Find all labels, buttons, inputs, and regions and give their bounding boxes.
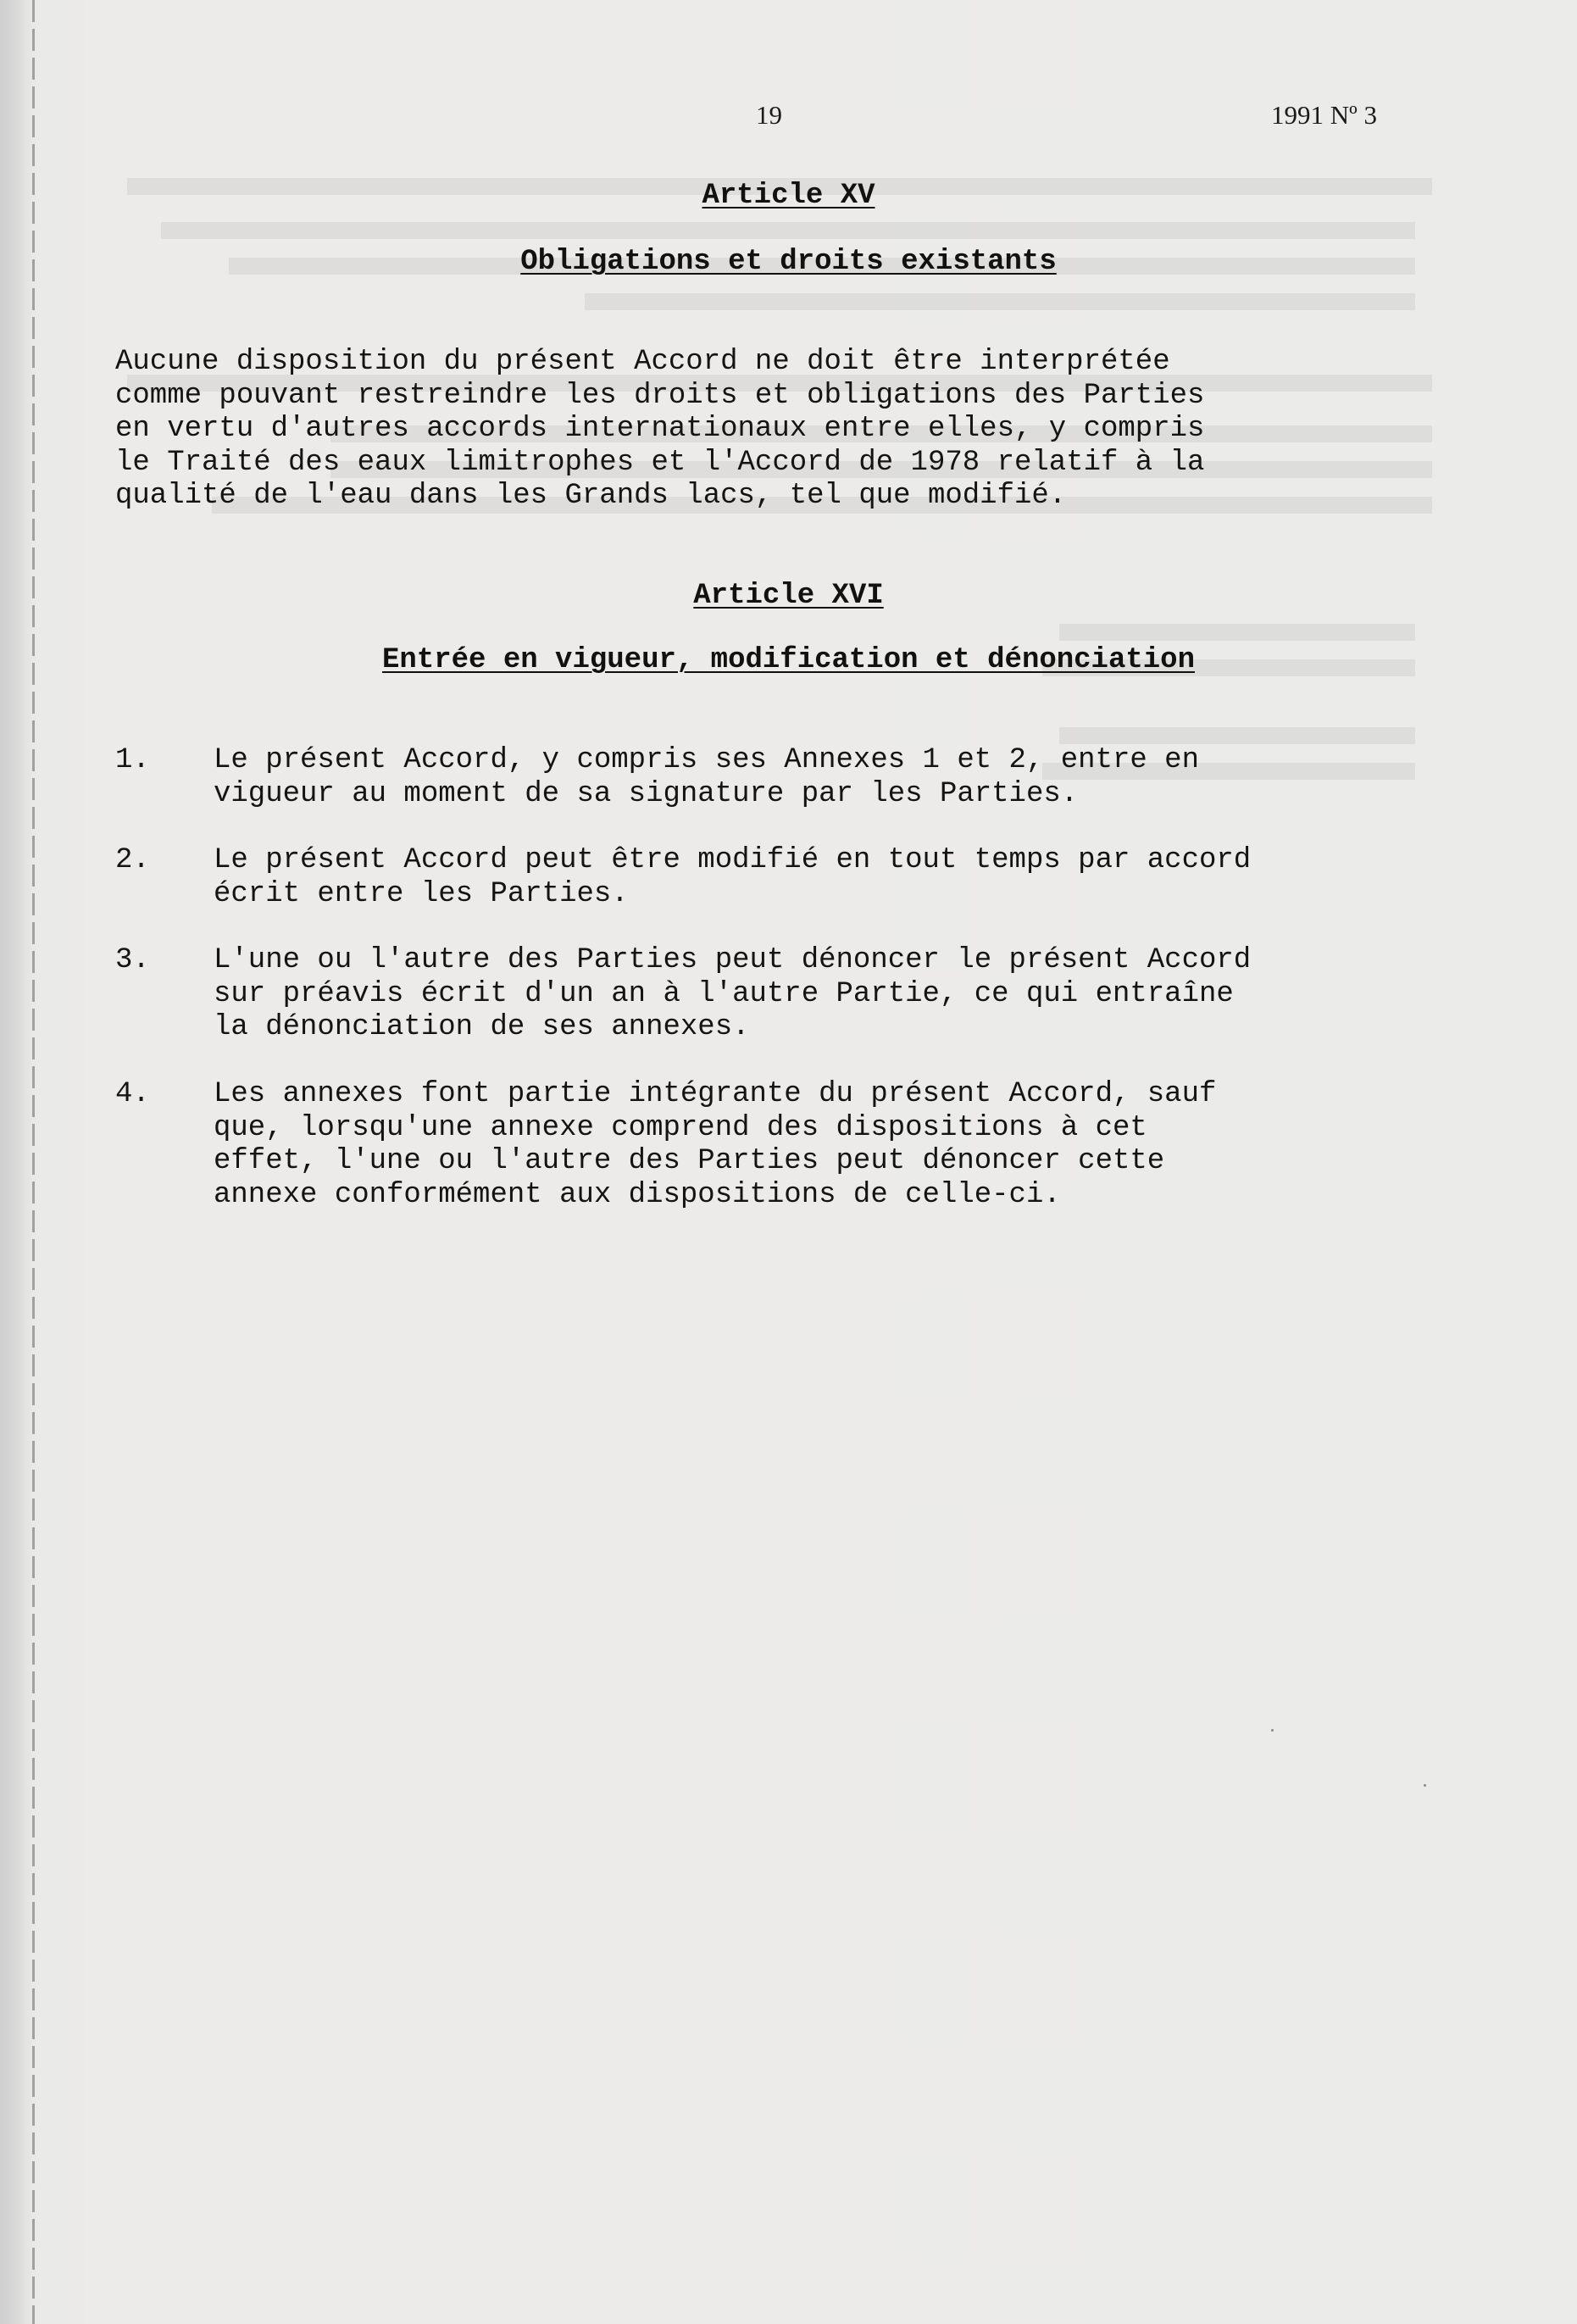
article-xvi-subtitle: Entrée en vigueur, modification et dénonciation	[382, 644, 1195, 676]
paragraph-line: qualité de l'eau dans les Grands lacs, tel que modifié.	[115, 480, 1067, 512]
paper-speck	[1424, 1784, 1426, 1787]
list-item-line: Les annexes font partie intégrante du présent Accord, sauf	[214, 1078, 1217, 1110]
article-xv-title: Article XV	[702, 180, 875, 212]
article-xv-paragraph	[115, 346, 1437, 514]
page-number: 19	[756, 100, 782, 130]
list-item-line: vigueur au moment de sa signature par les Parties.	[214, 777, 1079, 810]
list-item-line: L'une ou l'autre des Parties peut dénoncer le présent Accord	[214, 944, 1252, 976]
list-item-text	[214, 944, 1251, 1045]
article-xvi-title: Article XVI	[693, 580, 884, 612]
list-item-line: la dénonciation de ses annexes.	[214, 1011, 750, 1043]
binding-shadow	[0, 0, 34, 2324]
binding-edge	[32, 0, 35, 2324]
list-item-line: écrit entre les Parties.	[214, 877, 629, 910]
document-year-number: 1991 Nº 3	[1271, 100, 1377, 130]
list-item-line: sur préavis écrit d'un an à l'autre Partie, ce qui entraîne	[214, 977, 1234, 1010]
list-item-line: effet, l'une ou l'autre des Parties peut dénoncer cette	[214, 1145, 1165, 1177]
list-item-line: Le présent Accord, y compris ses Annexes 1 et 2, entre en	[214, 744, 1199, 776]
paragraph-line: le Traité des eaux limitrophes et l'Accord de 1978 relatif à la	[115, 446, 1205, 479]
paragraph-line: comme pouvant restreindre les droits et obligations des Parties	[115, 379, 1205, 412]
paper-speck	[1271, 1729, 1274, 1732]
list-item-line: annexe conformément aux dispositions de celle-ci.	[214, 1178, 1061, 1211]
list-item-line: que, lorsqu'une annexe comprend des dispositions à cet	[214, 1111, 1147, 1144]
list-item-text	[214, 1078, 1216, 1212]
list-item-number: 4.	[115, 1078, 150, 1110]
list-item-number: 2.	[115, 844, 150, 876]
article-xv-subtitle: Obligations et droits existants	[520, 246, 1057, 278]
paragraph-line: en vertu d'autres accords internationaux entre elles, y compris	[115, 413, 1205, 445]
list-item-text	[214, 744, 1199, 811]
list-item-text	[214, 844, 1251, 911]
list-item-line: Le présent Accord peut être modifié en tout temps par accord	[214, 844, 1252, 876]
list-item-number: 1.	[115, 744, 150, 776]
paragraph-line: Aucune disposition du présent Accord ne doit être interprétée	[115, 346, 1170, 378]
list-item-number: 3.	[115, 944, 150, 976]
